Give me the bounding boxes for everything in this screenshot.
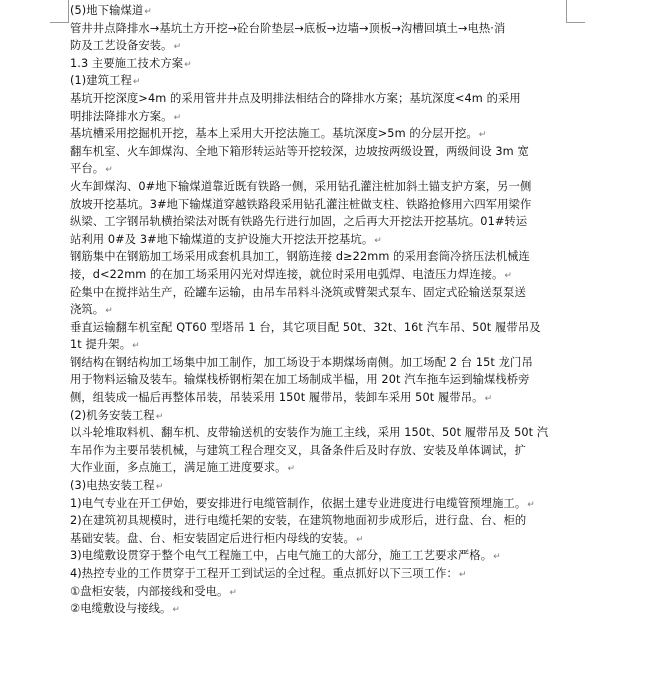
paragraph-mark: ↵ — [493, 552, 501, 563]
text-line: 大作业面，多点施工，满足施工进度要求。↵ — [70, 461, 296, 475]
paragraph-mark: ↵ — [484, 394, 493, 405]
text-line: 1t 提升架。↵ — [70, 338, 140, 352]
paragraph-mark: ↵ — [374, 235, 382, 246]
text-line: 明排法降排水方案。↵ — [70, 109, 182, 123]
heading-underground-coal-conveyor: (5)地下输煤道↵ — [70, 4, 152, 17]
text-line: 火车卸煤沟、0#地下输煤道靠近既有铁路一侧，采用钻孔灌注桩加斜土锚支护方案，另一侧 — [70, 179, 532, 193]
text-line: 防及工艺设备安装。↵ — [70, 39, 182, 53]
text-line: 浇筑。↵ — [70, 303, 113, 317]
paragraph-mark: ↵ — [355, 534, 364, 545]
text-line: 以斗轮堆取料机、翻车机、皮带输送机的安装作为施工主线，采用 150t、50t 履带吊及 50t 汽 — [70, 426, 549, 440]
paragraph-mark: ↵ — [105, 306, 113, 317]
text-line: 侧，组装成一榀后再整体吊装，吊装采用 150t 履带吊，装卸车采用 50t 履带吊。↵ — [70, 391, 493, 405]
text-line: 纵梁、工字钢吊轨横抬梁法对既有铁路先行进行加固，之后再大开挖法开挖基坑。01#转运 — [70, 215, 528, 229]
heading-construction-works: (1)建筑工程↵ — [70, 74, 141, 88]
text-line: 管井井点降排水→基坑土方开挖→砼台阶垫层→底板→边墙→顶板→沟槽回填土→电热·消 — [70, 21, 506, 35]
text-line: 基础安装。盘、台、柜安装固定后进行柜内母线的安装。↵ — [70, 531, 364, 545]
list-item: ①盘柜安装，内部接线和受电。↵ — [70, 584, 238, 598]
document-body — [70, 2, 578, 618]
text-line: 基坑槽采用挖掘机开挖，基本上采用大开挖法施工。基坑深度>5m 的分层开挖。↵ — [70, 127, 487, 141]
heading-mechanical-installation: (2)机务安装工程↵ — [70, 408, 164, 422]
paragraph-mark: ↵ — [144, 7, 152, 17]
text-line: 4)热控专业的工作贯穿于工程开工到试运的全过程。重点抓好以下三项工作：↵ — [70, 567, 467, 580]
text-line: 砼集中在搅拌站生产，砼罐车运输，由吊车吊料斗浇筑或臂架式泵车、固定式砼输送泵泵送 — [70, 285, 526, 299]
text-line: 钢结构在钢结构加工场集中加工制作，加工场设于本期煤场南侧。加工场配 2 台 15t 龙门吊 — [70, 355, 533, 369]
paragraph-mark: ↵ — [229, 587, 238, 598]
text-line: 垂直运输翻车机室配 QT60 型塔吊 1 台，其它项目配 50t、32t、16t 汽车吊、50t 履带吊及 — [70, 320, 541, 334]
paragraph-mark: ↵ — [287, 464, 296, 475]
paragraph-mark: ↵ — [527, 499, 535, 510]
section-heading-main-construction-plan: 1.3 主要施工技术方案↵ — [70, 56, 192, 70]
text-line: 放坡开挖基坑。3#地下输煤道穿越铁路段采用钻孔灌注桩做支柱、铁路抢修用六四军用梁作 — [70, 197, 532, 211]
text-line: 用于物料运输及装车。输煤栈桥钢桁架在加工场制成半榀，用 20t 汽车拖车运到输煤栈桥旁 — [70, 373, 530, 387]
text-line: 翻车机室、火车卸煤沟、全地下箱形转运站等开挖较深，边坡按两级设置，两级间设 3m 宽 — [70, 144, 529, 158]
list-item: ②电缆敷设与接线。↵ — [70, 602, 181, 616]
paragraph-mark: ↵ — [132, 341, 140, 352]
paragraph-mark: ↵ — [155, 411, 164, 422]
crop-mark-top-left — [50, 0, 69, 23]
paragraph-mark: ↵ — [105, 165, 113, 176]
paragraph-mark: ↵ — [504, 270, 513, 281]
text-line: 车吊作为主要吊装机械，与建筑工程合理交叉，具备条件后及时存放、安装及单体调试，扩 — [70, 443, 526, 457]
heading-electrical-thermal-installation: (3)电热安装工程↵ — [70, 479, 164, 493]
paragraph-mark: ↵ — [173, 112, 182, 123]
paragraph-mark: ↵ — [478, 130, 487, 141]
text-line: 站利用 0#及 3#地下输煤道的支护设施大开挖法开挖基坑。↵ — [70, 232, 382, 246]
text-line: 1)电气专业在开工伊始，要安排进行电缆管制作，依据土建专业进度进行电缆管预埋施工。↵ — [70, 496, 535, 510]
paragraph-mark: ↵ — [155, 482, 164, 493]
text-line: 3)电缆敷设贯穿于整个电气工程施工中，占电气施工的大部分，施工工艺要求严格。↵ — [70, 549, 501, 563]
text-line: 基坑开挖深度>4m 的采用管井井点及明排法相结合的降排水方案；基坑深度<4m 的采用 — [70, 91, 521, 105]
paragraph-mark: ↵ — [184, 59, 192, 70]
text-line: 2)在建筑初具规模时，进行电缆托架的安装，在建筑物地面初步成形后，进行盘、台、柜的 — [70, 514, 527, 528]
paragraph-mark: ↵ — [173, 42, 182, 53]
paragraph-mark: ↵ — [172, 605, 181, 616]
text-line: 钢筋集中在钢筋加工场采用成套机具加工，钢筋连接 d≥22mm 的采用套筒冷挤压法机械连 — [70, 250, 530, 264]
paragraph-mark: ↵ — [458, 570, 467, 580]
text-line: 接，d<22mm 的在加工场采用闪光对焊连接，就位时采用电弧焊、电渣压力焊连接。↵ — [70, 267, 513, 281]
paragraph-mark: ↵ — [132, 77, 141, 88]
text-line: 平台。↵ — [70, 162, 113, 176]
